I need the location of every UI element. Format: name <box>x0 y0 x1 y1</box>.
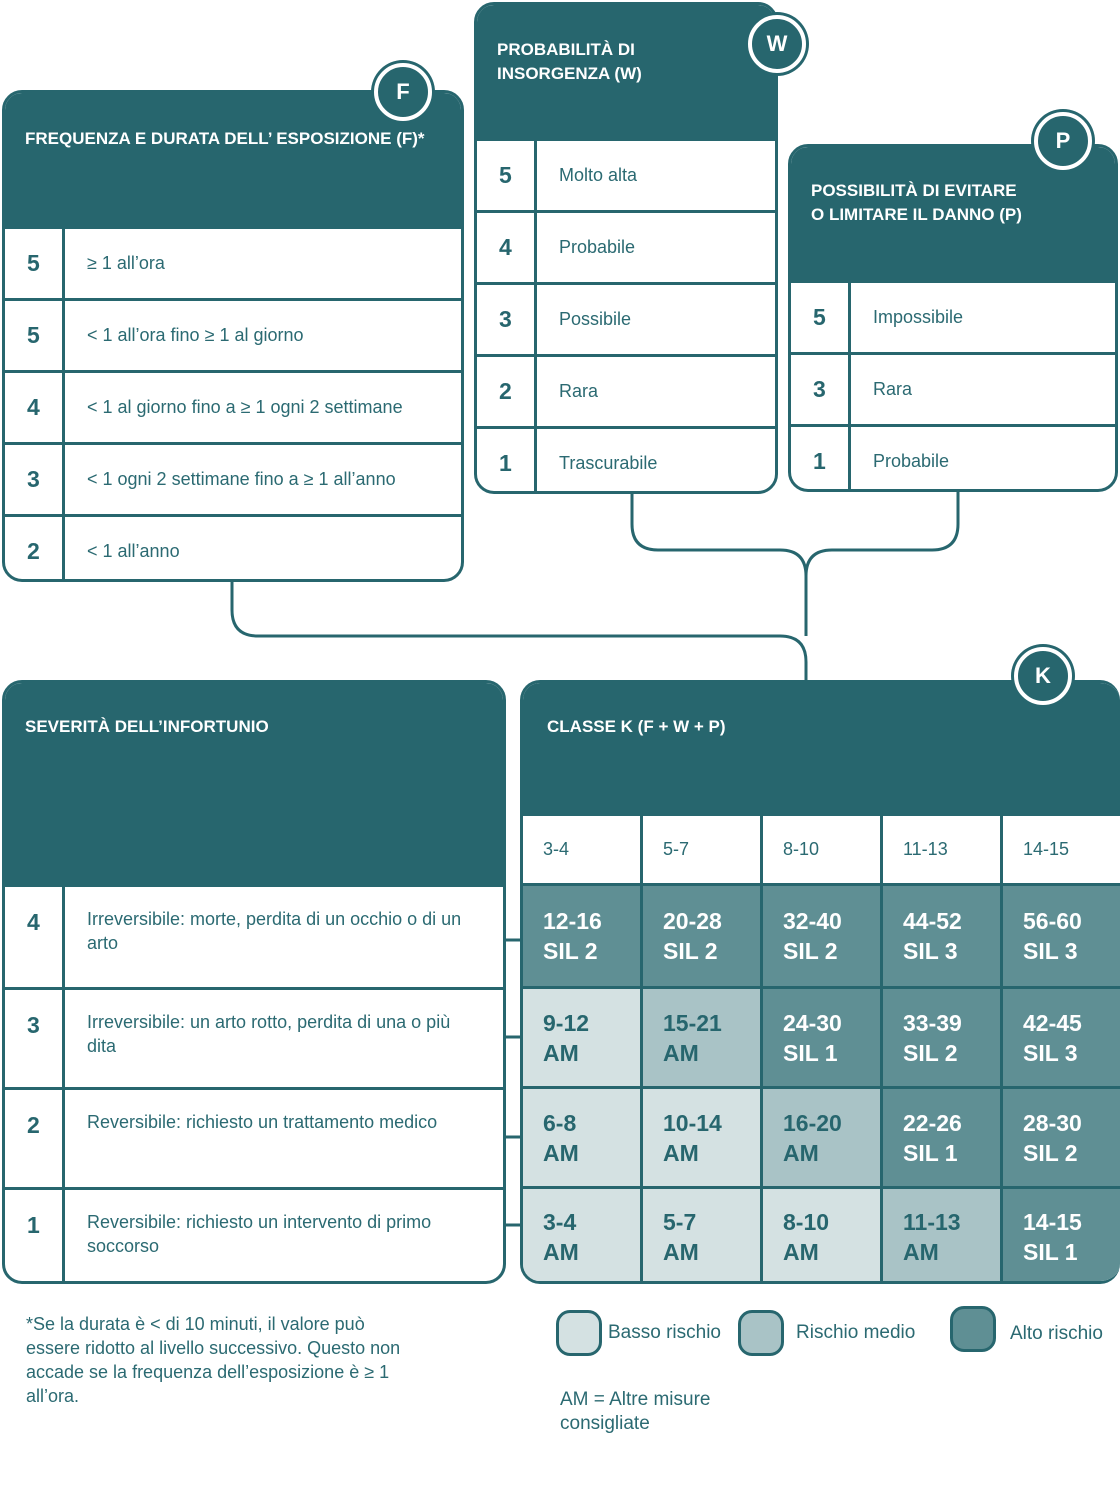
class-k-cell-range: 6-8 <box>543 1109 577 1136</box>
class-k-cell-range: 12-16 <box>543 908 602 934</box>
class-k-grid <box>523 813 1120 1281</box>
frequency-row <box>5 442 461 514</box>
severity-row-number: 2 <box>5 1090 65 1187</box>
panel-probability-header <box>477 5 775 138</box>
class-k-cell <box>763 1189 883 1284</box>
frequency-row-number: 5 <box>5 229 65 298</box>
class-k-cell-range: 8-10 <box>783 1208 830 1235</box>
severity-row-text: Irreversibile: morte, perdita di un occhio o di un arto <box>87 909 462 953</box>
legend-swatch-mid <box>738 1310 784 1356</box>
class-k-cell-range: 22-26 <box>903 1109 962 1136</box>
class-k-cell-range: 20-28 <box>663 908 722 934</box>
panel-severity-title: SEVERITÀ DELL’INFORTUNIO <box>25 717 269 736</box>
class-k-cell <box>1003 989 1120 1086</box>
avoidance-row-number: 5 <box>791 283 851 352</box>
legend-low-label: Basso rischio <box>608 1322 721 1343</box>
class-k-column-header: 8-10 <box>763 816 883 883</box>
class-k-cell-level: AM <box>903 1238 939 1265</box>
avoidance-row-number: 1 <box>791 427 851 492</box>
probability-row-text: Rara <box>559 381 599 401</box>
frequency-row-text: ≥ 1 all’ora <box>87 253 165 273</box>
severity-row-text: Irreversibile: un arto rotto, perdita di una o più dita <box>87 1012 451 1056</box>
legend-high-label: Alto rischio <box>1010 1323 1103 1344</box>
frequency-row <box>5 226 461 298</box>
badge-p: P <box>1034 112 1092 170</box>
class-k-column-header: 5-7 <box>643 816 763 883</box>
avoidance-row <box>791 424 1115 492</box>
class-k-cell-level: SIL 2 <box>663 938 718 964</box>
severity-row <box>5 884 503 987</box>
class-k-cell-range: 5-7 <box>663 1208 697 1235</box>
severity-row-number: 3 <box>5 990 65 1087</box>
class-k-cell-range: 15-21 <box>663 1009 722 1036</box>
panel-probability <box>474 2 778 494</box>
class-k-cell-level: AM <box>663 1238 699 1265</box>
avoidance-row-number: 3 <box>791 355 851 424</box>
class-k-cell <box>883 1089 1003 1186</box>
class-k-cell-level: AM <box>543 1039 579 1066</box>
class-k-cell <box>883 1189 1003 1284</box>
class-k-row <box>523 1186 1120 1284</box>
class-k-cell-level: AM <box>543 1139 579 1166</box>
class-k-cell <box>523 989 643 1086</box>
badge-w: W <box>748 15 806 73</box>
legend-low <box>556 1310 721 1356</box>
class-k-cell-range: 56-60 <box>1023 908 1082 934</box>
class-k-cell-range: 32-40 <box>783 908 842 934</box>
class-k-cell-level: SIL 1 <box>903 1139 958 1166</box>
class-k-cell <box>883 886 1003 986</box>
class-k-cell-level: SIL 1 <box>1023 1238 1078 1265</box>
probability-row-text: Molto alta <box>559 165 638 185</box>
class-k-cell <box>643 989 763 1086</box>
class-k-cell-level: SIL 3 <box>903 938 958 964</box>
class-k-cell-level: SIL 2 <box>783 938 838 964</box>
frequency-row-text: < 1 all’anno <box>87 541 180 561</box>
class-k-columns <box>523 813 1120 883</box>
class-k-cell-level: SIL 1 <box>783 1039 838 1066</box>
probability-row <box>477 210 775 282</box>
panel-class-k-header <box>523 683 1120 816</box>
severity-row <box>5 1187 503 1284</box>
panel-probability-title-line2: INSORGENZA (W) <box>497 64 642 83</box>
class-k-cell-level: SIL 2 <box>543 938 598 964</box>
frequency-row <box>5 514 461 582</box>
class-k-column-header: 11-13 <box>883 816 1003 883</box>
class-k-cell <box>1003 886 1120 986</box>
frequency-row-number: 4 <box>5 373 65 442</box>
class-k-column-header: 3-4 <box>523 816 643 883</box>
class-k-row <box>523 986 1120 1086</box>
class-k-cell-range: 28-30 <box>1023 1109 1082 1136</box>
severity-row-number: 1 <box>5 1190 65 1284</box>
class-k-cell <box>763 1089 883 1186</box>
legend-high <box>950 1306 1103 1352</box>
avoidance-row-text: Probabile <box>873 451 950 471</box>
class-k-cell <box>523 886 643 986</box>
probability-row-text: Probabile <box>559 237 636 257</box>
class-k-cell-range: 16-20 <box>783 1109 842 1136</box>
panel-severity <box>2 680 506 1284</box>
class-k-cell <box>643 886 763 986</box>
panel-class-k <box>520 680 1120 1284</box>
class-k-cell <box>1003 1089 1120 1186</box>
panel-frequency <box>2 90 464 582</box>
class-k-cell-range: 42-45 <box>1023 1009 1082 1036</box>
class-k-column-header: 14-15 <box>1023 839 1070 859</box>
frequency-row-number: 3 <box>5 445 65 514</box>
class-k-cell-level: SIL 3 <box>1023 938 1078 964</box>
panel-avoidance-title-line2: O LIMITARE IL DANNO (P) <box>811 205 1022 224</box>
panel-frequency-title: FREQUENZA E DURATA DELL’ ESPOSIZIONE (F)* <box>25 129 425 148</box>
frequency-row <box>5 298 461 370</box>
probability-row-number: 3 <box>477 285 537 354</box>
footnote: *Se la durata è < di 10 minuti, il valore può essere ridotto al livello successivo. Questo non accade se la frequenza dell’esposizione è ≥ 1 all’ora. <box>26 1314 401 1406</box>
class-k-cell <box>1003 1189 1120 1284</box>
panel-probability-title-line1: PROBABILITÀ DI <box>497 40 635 59</box>
frequency-row-text: < 1 al giorno fino a ≥ 1 ogni 2 settimane <box>87 397 403 417</box>
class-k-cell-range: 11-13 <box>903 1208 961 1235</box>
frequency-row-number: 2 <box>5 517 65 582</box>
class-k-cell-range: 10-14 <box>663 1109 722 1136</box>
frequency-row-text: < 1 all’ora fino ≥ 1 al giorno <box>87 325 304 345</box>
class-k-cell-range: 9-12 <box>543 1009 590 1036</box>
frequency-row-text: < 1 ogni 2 settimane fino a ≥ 1 all’anno <box>87 469 396 489</box>
legend-am-note: AM = Altre misure consigliate <box>560 1389 711 1434</box>
legend-swatch-low <box>556 1310 602 1356</box>
panel-class-k-title: CLASSE K (F + W + P) <box>547 717 726 736</box>
legend-mid <box>738 1310 915 1356</box>
probability-row <box>477 282 775 354</box>
legend-mid-label: Rischio medio <box>796 1322 916 1343</box>
class-k-cell-range: 14-15 <box>1023 1208 1082 1235</box>
class-k-row <box>523 1086 1120 1186</box>
class-k-cell-level: AM <box>663 1039 699 1066</box>
class-k-cell <box>523 1189 643 1284</box>
severity-row-text: Reversibile: richiesto un trattamento medico <box>87 1112 438 1132</box>
severity-row-text: Reversibile: richiesto un intervento di primo soccorso <box>87 1212 432 1256</box>
class-k-cell-level: SIL 3 <box>1023 1039 1078 1066</box>
probability-row-number: 5 <box>477 141 537 210</box>
probability-row <box>477 138 775 210</box>
class-k-cell <box>763 886 883 986</box>
probability-row-number: 2 <box>477 357 537 426</box>
class-k-cell <box>763 989 883 1086</box>
avoidance-row-text: Impossibile <box>873 307 964 327</box>
class-k-cell-level: SIL 2 <box>1023 1139 1078 1166</box>
class-k-cell-range: 3-4 <box>543 1208 577 1235</box>
avoidance-row <box>791 280 1115 352</box>
panel-avoidance <box>788 144 1118 492</box>
avoidance-row-text: Rara <box>873 379 913 399</box>
class-k-cell-level: AM <box>783 1238 819 1265</box>
legend-swatch-high <box>950 1306 996 1352</box>
class-k-cell <box>643 1189 763 1284</box>
probability-row-text: Trascurabile <box>559 453 658 473</box>
probability-row-number: 1 <box>477 429 537 494</box>
class-k-cell-level: SIL 2 <box>903 1039 958 1066</box>
severity-row-number: 4 <box>5 887 65 987</box>
class-k-cell-range: 44-52 <box>903 908 962 934</box>
class-k-cell-range: 33-39 <box>903 1009 962 1036</box>
class-k-cell-level: AM <box>663 1139 699 1166</box>
class-k-row <box>523 883 1120 986</box>
class-k-cell <box>523 1089 643 1186</box>
class-k-cell-range: 24-30 <box>783 1009 842 1036</box>
panel-severity-header <box>5 683 503 884</box>
probability-row-number: 4 <box>477 213 537 282</box>
avoidance-row <box>791 352 1115 424</box>
frequency-row <box>5 370 461 442</box>
badge-f: F <box>374 63 432 121</box>
class-k-cell <box>883 989 1003 1086</box>
severity-row <box>5 987 503 1087</box>
probability-row <box>477 354 775 426</box>
probability-row-text: Possibile <box>559 309 632 329</box>
badge-k: K <box>1014 647 1072 705</box>
probability-row <box>477 426 775 494</box>
class-k-cell <box>643 1089 763 1186</box>
severity-row <box>5 1087 503 1187</box>
panel-avoidance-title-line1: POSSIBILITÀ DI EVITARE <box>811 181 1017 200</box>
frequency-row-number: 5 <box>5 301 65 370</box>
class-k-cell-level: AM <box>543 1238 579 1265</box>
class-k-cell-level: AM <box>783 1139 819 1166</box>
